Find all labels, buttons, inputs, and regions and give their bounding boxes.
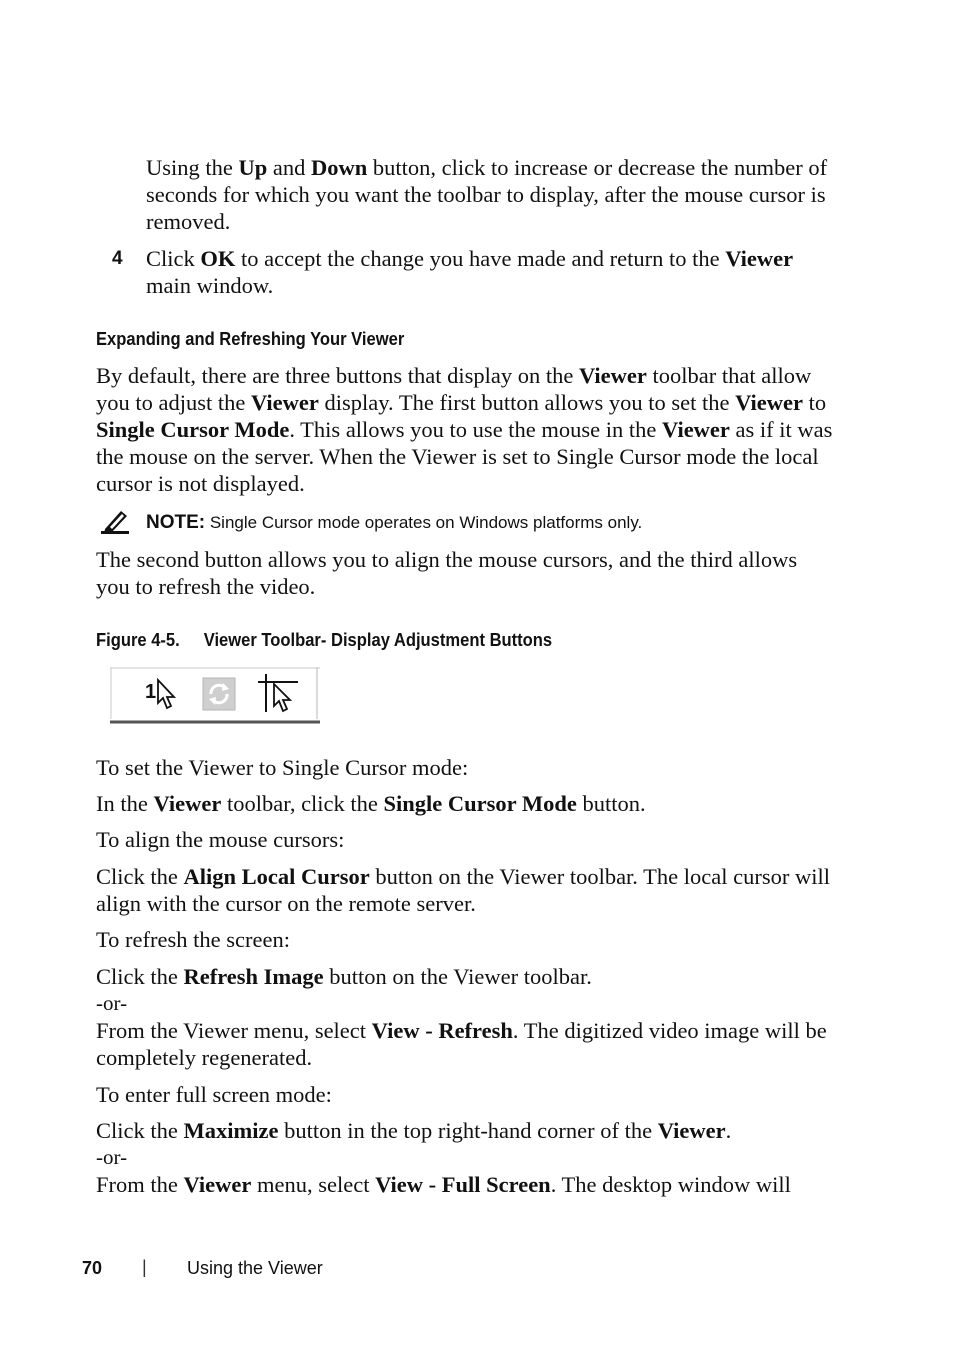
single-cursor-icon[interactable] bbox=[144, 676, 180, 717]
viewer-toolbar-figure bbox=[110, 667, 320, 725]
note-pencil-icon bbox=[101, 509, 131, 540]
figure-title: Viewer Toolbar- Display Adjustment Buttons bbox=[203, 630, 553, 650]
intro-paragraph: Using the Up and Down button, click to increase or decrease the number of seconds for which you want the toolbar to display, after the mouse cursor is removed. bbox=[146, 155, 828, 234]
instruction-fullscreen-heading: To enter full screen mode: bbox=[96, 1082, 332, 1107]
instruction-refresh: Click the Refresh Image button on the Viewer toolbar. bbox=[96, 964, 592, 989]
page-number: 70 bbox=[82, 1258, 103, 1278]
step-4-text: Click OK to accept the change you have made and return to the Viewer main window. bbox=[146, 246, 794, 298]
instruction-full-screen: From the Viewer menu, select View - Full Screen. The desktop window will bbox=[96, 1172, 791, 1197]
refresh-icon[interactable] bbox=[202, 677, 236, 716]
note-text: Single Cursor mode operates on Windows platforms only. bbox=[209, 513, 643, 532]
section-heading: Expanding and Refreshing Your Viewer bbox=[96, 329, 405, 349]
note bbox=[146, 512, 642, 534]
note-label: NOTE: bbox=[146, 512, 206, 533]
figure-label: Figure 4-5. bbox=[96, 630, 180, 650]
instruction-view-refresh: From the Viewer menu, select View - Refresh. The digitized video image will be completely regenerated. bbox=[96, 1018, 827, 1070]
or-separator-1: -or- bbox=[96, 991, 128, 1015]
section-paragraph-2: The second button allows you to align the mouse cursors, and the third allows you to refresh the video. bbox=[96, 547, 798, 599]
instruction-align: Click the Align Local Cursor button on the Viewer toolbar. The local cursor will align with the cursor on the remote server. bbox=[96, 864, 830, 916]
instruction-single-cursor-heading: To set the Viewer to Single Cursor mode: bbox=[96, 755, 469, 780]
instruction-maximize: Click the Maximize button in the top right-hand corner of the Viewer. bbox=[96, 1118, 732, 1143]
footer-title: Using the Viewer bbox=[187, 1258, 323, 1278]
footer-separator: | bbox=[142, 1257, 147, 1277]
instruction-align-heading: To align the mouse cursors: bbox=[96, 827, 345, 852]
section-paragraph-1: By default, there are three buttons that display on the Viewer toolbar that allow you to adjust the Viewer display. The first button allows you to set the Viewer to Single Cursor Mode. This allows you to use the mouse in the Viewer as if it was the mouse on the server. When the Viewer is set to Single Cursor mode the local cursor is not displayed. bbox=[96, 363, 833, 496]
figure-caption bbox=[96, 630, 552, 651]
align-cursor-icon[interactable] bbox=[258, 674, 300, 719]
instruction-refresh-heading: To refresh the screen: bbox=[96, 927, 290, 952]
step-number: 4 bbox=[112, 248, 123, 269]
instruction-single-cursor: In the Viewer toolbar, click the Single Cursor Mode button. bbox=[96, 791, 646, 816]
or-separator-2: -or- bbox=[96, 1145, 128, 1169]
svg-text:1: 1 bbox=[145, 681, 157, 703]
